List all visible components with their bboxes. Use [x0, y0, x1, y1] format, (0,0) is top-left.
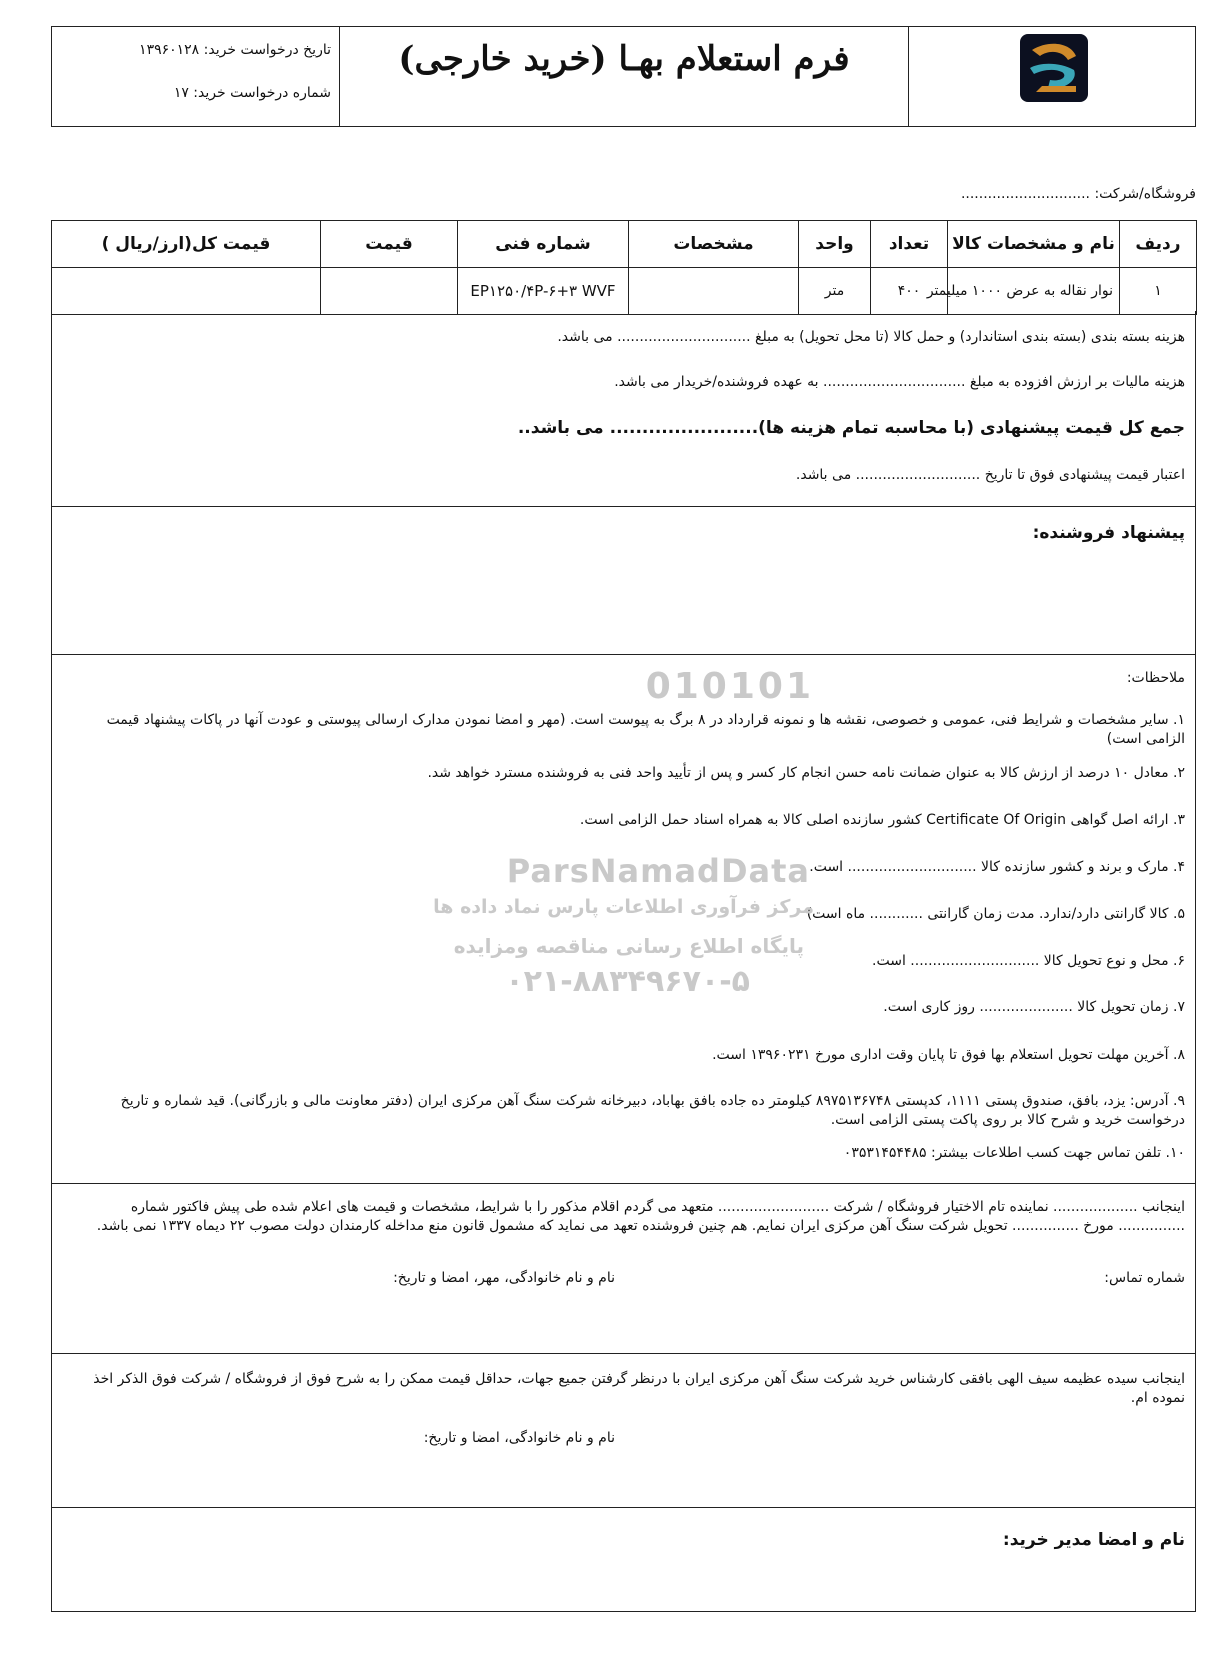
items-table: [51, 220, 1197, 315]
watermark-line2: پایگاه اطلاع رسانی مناقصه ومزایده: [453, 934, 804, 958]
cell-tech-number: EP۱۲۵۰/۴P-۶+۳ WVF: [458, 268, 629, 315]
company-logo-icon: [1018, 32, 1090, 104]
commitment-text: اینجانب ................... نماینده تام الاختیار فروشگاه / شرکت ......................... متعهد می گردم اقلام مذکور را با شرایط، مشخصات و قیمت های اعلام شده طی پیش فاکتور شماره ............... مورخ ............... تحویل شرکت سنگ آهن مرکزی ایران نمایم. هم چنین فروشنده تعهد می نماید که مشمول قانون منع مداخله کارمندان دولت مصوب ۲۲ دیماه ۱۳۳۷ نمی باشد.: [96, 1199, 1185, 1234]
watermark-brand: ParsNamadData: [506, 852, 810, 890]
note-item: ۲. معادل ۱۰ درصد از ارزش کالا به عنوان ضمانت نامه حسن انجام کار کسر و پس از تأیید واحد فنی به فروشنده مسترد خواهد شد.: [427, 765, 1185, 781]
col-header-tech-number: شماره فنی: [458, 221, 629, 268]
logo-cell: [909, 27, 1195, 126]
watermark-digits: 010101: [645, 666, 814, 707]
table-row: [52, 268, 1197, 315]
note-item: ۵. کالا گارانتی دارد/ندارد. مدت زمان گارانتی ............ ماه است): [806, 906, 1185, 922]
expert-signature-label: نام و نام خانوادگی، امضا و تاریخ:: [423, 1430, 615, 1446]
cell-item-name: نوار نقاله به عرض ۱۰۰۰ میلیمتر: [948, 268, 1120, 315]
note-item: ۴. مارک و برند و کشور سازنده کالا ............................. است.: [809, 859, 1185, 875]
col-header-total-price: قیمت کل(ارز/ریال ): [52, 221, 321, 268]
cell-unit: متر: [799, 268, 871, 315]
note-item: ۹. آدرس: یزد، بافق، صندوق پستی ۱۱۱۱، کدپستی ۸۹۷۵۱۳۶۷۴۸ کیلومتر ده جاده بافق بهاباد، دبیرخانه شرکت سنگ آهن مرکزی ایران (دفتر معاونت مالی و بازرگانی). قید شماره و تاریخ درخواست خرید و شرح کالا بر روی پاکت پستی الزامی است.: [120, 1093, 1185, 1128]
manager-signature-label: نام و امضا مدیر خرید:: [1002, 1530, 1185, 1550]
cell-specs: [629, 268, 799, 315]
note-item: ۱۰. تلفن تماس جهت کسب اطلاعات بیشتر: ۰۳۵۳۱۴۵۴۴۸۵: [843, 1145, 1185, 1161]
watermark-phone: ۰۲۱-۸۸۳۴۹۶۷۰-۵: [505, 964, 750, 999]
commitment-section: [51, 1184, 1196, 1354]
note-item: ۷. زمان تحویل کالا ..................... روز کاری است.: [883, 999, 1185, 1015]
seller-offer-section: [51, 507, 1196, 655]
col-header-price: قیمت: [321, 221, 458, 268]
table-header-row: [52, 221, 1197, 268]
request-number: شماره درخواست خرید: ۱۷: [173, 85, 331, 101]
note-item: ۳. ارائه اصل گواهی Certificate Of Origin کشور سازنده اصلی کالا به همراه اسناد حمل الزامی است.: [579, 812, 1185, 828]
validity-line: اعتبار قیمت پیشنهادی فوق تا تاریخ ............................ می باشد.: [795, 467, 1185, 483]
notes-section: [51, 655, 1196, 1184]
col-header-specs: مشخصات: [629, 221, 799, 268]
seller-offer-label: پیشنهاد فروشنده:: [1032, 523, 1185, 543]
note-item: ۸. آخرین مهلت تحویل استعلام بها فوق تا پایان وقت اداری مورخ ۱۳۹۶۰۲۳۱ است.: [712, 1047, 1185, 1063]
notes-label: ملاحظات:: [1126, 670, 1185, 686]
vat-cost: هزینه مالیات بر ارزش افزوده به مبلغ ................................ به عهده فروشنده/خریدار می باشد.: [614, 374, 1185, 390]
form-header: [51, 26, 1196, 127]
seller-signature-label: نام و نام خانوادگی، مهر، امضا و تاریخ:: [393, 1270, 615, 1286]
packaging-cost: هزینه بسته بندی (بسته بندی استاندارد) و حمل کالا (تا محل تحویل) به مبلغ .............................. می باشد.: [557, 329, 1185, 345]
total-price-line: جمع کل قیمت پیشنهادی (با محاسبه تمام هزینه ها)....................... می باشد..: [517, 418, 1185, 438]
contact-label: شماره تماس:: [1104, 1270, 1185, 1286]
watermark-line1: مرکز فرآوری اطلاعات پارس نماد داده ها: [433, 896, 814, 918]
note-item: ۱. سایر مشخصات و شرایط فنی، عمومی و خصوصی، نقشه ها و نمونه قرارداد در ۸ برگ به پیوست است. (مهر و امضا نمودن مدارک ارسالی پیوستی و عودت آنها در پاکات پیشنهاد قیمت الزامی است): [106, 712, 1185, 747]
costs-section: [51, 311, 1196, 507]
cell-total-price: [52, 268, 321, 315]
shop-line: فروشگاه/شرکت: .............................: [960, 186, 1196, 202]
col-header-quantity: تعداد: [871, 221, 948, 268]
cell-price: [321, 268, 458, 315]
cell-row-number: ۱: [1120, 268, 1197, 315]
cell-quantity: ۴۰۰: [871, 268, 948, 315]
title-cell: [340, 27, 909, 126]
form-title: فرم استعلام بهـا (خرید خارجی): [398, 39, 850, 79]
request-date: تاریخ درخواست خرید: ۱۳۹۶۰۱۲۸: [139, 42, 331, 58]
col-header-unit: واحد: [799, 221, 871, 268]
request-info: [52, 27, 340, 126]
col-header-item-name: نام و مشخصات کالا: [948, 221, 1120, 268]
note-item: ۶. محل و نوع تحویل کالا ............................. است.: [872, 953, 1185, 969]
expert-text: اینجانب سیده عظیمه سیف الهی بافقی کارشناس خرید شرکت سنگ آهن مرکزی ایران با درنظر گرفتن جمیع جهات، حداقل قیمت ممکن را به شرح فوق از فروشگاه / شرکت فوق الذکر اخذ نموده ام.: [93, 1371, 1185, 1406]
col-header-row-number: ردیف: [1120, 221, 1197, 268]
manager-section: [51, 1508, 1196, 1612]
expert-section: [51, 1354, 1196, 1508]
